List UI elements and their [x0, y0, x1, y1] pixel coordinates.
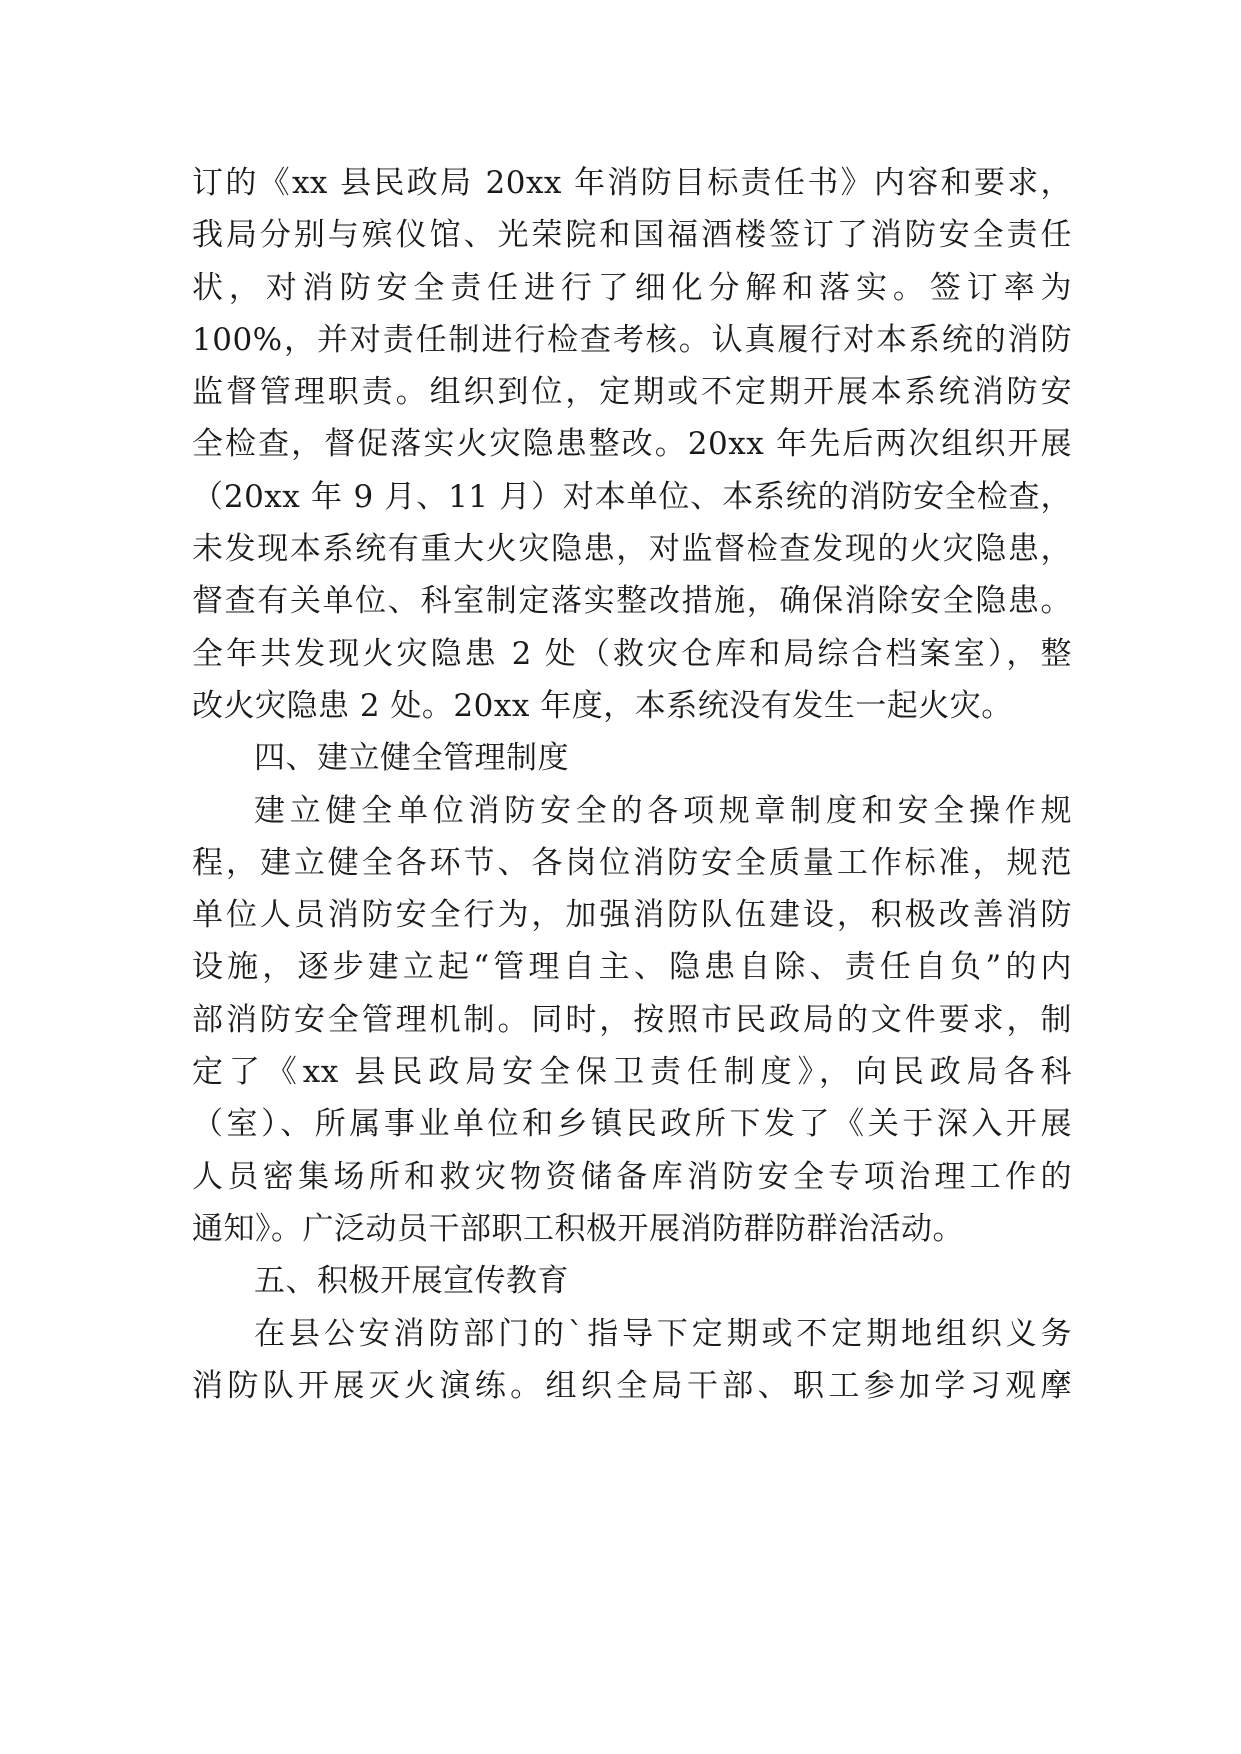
text-line: 建立健全单位消防安全的各项规章制度和安全操作规	[254, 792, 1072, 829]
document-body	[192, 157, 1072, 1412]
text-line: 监督管理职责。组织到位，定期或不定期开展本系统消防安	[192, 374, 1072, 411]
text-line: 改火灾隐患 2 处。20xx 年度，本系统没有发生一起火灾。	[192, 687, 1013, 724]
text-line: 督查有关单位、科室制定落实整改措施，确保消除安全隐患。	[192, 583, 1072, 620]
text-line: （20xx 年 9 月、11 月）对本单位、本系统的消防安全检查，	[192, 478, 1072, 515]
text-line: 未发现本系统有重大火灾隐患，对监督检查发现的火灾隐患，	[192, 531, 1072, 568]
text-line: 100%，并对责任制进行检查考核。认真履行对本系统的消防	[192, 321, 1072, 358]
text-line: 通知》。广泛动员干部职工积极开展消防群防群治活动。	[192, 1210, 964, 1247]
section-heading: 四、建立健全管理制度	[254, 740, 569, 777]
text-line: 在县公安消防部门的`指导下定期或不定期地组织义务	[254, 1315, 1072, 1352]
text-line: 消防队开展灭火演练。组织全局干部、职工参加学习观摩	[192, 1367, 1072, 1404]
text-line: 全年共发现火灾隐患 2 处（救灾仓库和局综合档案室），整	[192, 635, 1072, 672]
text-line: 订的《xx 县民政局 20xx 年消防目标责任书》内容和要求，	[192, 165, 1072, 201]
text-line: （室）、所属事业单位和乡镇民政所下发了《关于深入开展	[192, 1106, 1072, 1143]
text-line: 单位人员消防安全行为，加强消防队伍建设，积极改善消防	[192, 897, 1072, 934]
text-line: 人员密集场所和救灾物资储备库消防安全专项治理工作的	[192, 1158, 1072, 1195]
text-line: 全检查，督促落实火灾隐患整改。20xx 年先后两次组织开展	[192, 426, 1072, 463]
text-line: 我局分别与殡仪馆、光荣院和国福酒楼签订了消防安全责任	[192, 217, 1072, 254]
section-heading: 五、积极开展宣传教育	[254, 1263, 569, 1300]
text-line: 程，建立健全各环节、各岗位消防安全质量工作标准，规范	[192, 844, 1072, 881]
text-line: 状，对消防安全责任进行了细化分解和落实。签订率为	[192, 269, 1072, 306]
text-line: 设施，逐步建立起“管理自主、隐患自除、责任自负”的内	[192, 949, 1072, 986]
text-line: 定了《xx 县民政局安全保卫责任制度》，向民政局各科	[192, 1054, 1072, 1091]
text-line: 部消防安全管理机制。同时，按照市民政局的文件要求，制	[192, 1001, 1072, 1038]
